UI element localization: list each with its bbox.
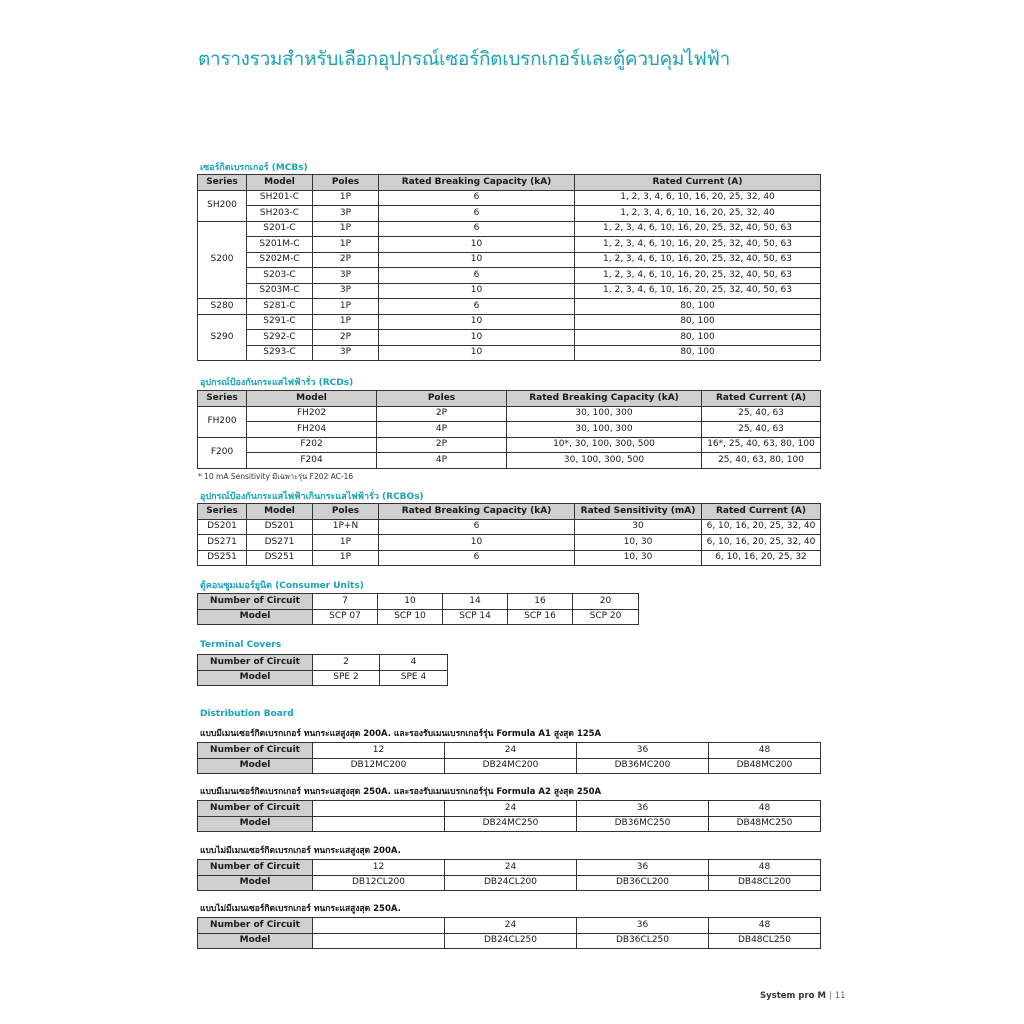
model-cell: DB36CL250 <box>577 933 709 949</box>
model-cell: S201M-C <box>247 237 313 253</box>
rated-current-cell: 1, 2, 3, 4, 6, 10, 16, 20, 25, 32, 40, 50, 63 <box>575 268 821 284</box>
model-cell: DB12CL200 <box>313 875 445 891</box>
column-header: Rated Sensitivity (mA) <box>575 504 702 520</box>
circuit-count-cell: 10 <box>378 594 443 610</box>
poles-cell: 3P <box>313 345 379 361</box>
column-header: Model <box>247 504 313 520</box>
model-cell: DB36CL200 <box>577 875 709 891</box>
series-cell: DS201 <box>198 519 247 535</box>
circuit-count-cell: 48 <box>709 918 821 934</box>
circuit-count-cell: 48 <box>709 801 821 817</box>
model-cell: DB24CL250 <box>445 933 577 949</box>
breaking-capacity-cell: 6 <box>379 519 575 535</box>
db-subtitle-3: แบบไม่มีเมนเซอร์กิตเบรกเกอร์ ทนกระแสสูงสุด 200A. <box>200 846 401 856</box>
poles-cell: 1P <box>313 221 379 237</box>
rcbo-heading: อุปกรณ์ป้องกันกระแสไฟฟ้าเกินกระแสไฟฟ้ารั่ว (RCBOs) <box>200 492 424 502</box>
rated-current-cell: 25, 40, 63 <box>702 422 821 438</box>
model-cell: DB48MC250 <box>709 816 821 832</box>
poles-cell: 4P <box>377 422 507 438</box>
circuit-count-cell: 7 <box>313 594 378 610</box>
poles-cell: 2P <box>377 406 507 422</box>
circuit-count-cell: 24 <box>445 918 577 934</box>
breaking-capacity-cell: 10 <box>379 330 575 346</box>
rated-current-cell: 16*, 25, 40, 63, 80, 100 <box>702 437 821 453</box>
column-header: Model <box>247 175 313 191</box>
distribution-heading: Distribution Board <box>200 709 294 719</box>
model-cell: SPE 4 <box>380 670 448 686</box>
breaking-capacity-cell: 30, 100, 300, 500 <box>507 453 702 469</box>
db-table-2 <box>197 800 821 832</box>
model-cell: S291-C <box>247 314 313 330</box>
model-cell: F202 <box>247 437 377 453</box>
model-cell: S293-C <box>247 345 313 361</box>
model-cell: SCP 20 <box>573 609 639 625</box>
circuit-count-cell: 12 <box>313 743 445 759</box>
column-header: Poles <box>377 391 507 407</box>
rcd-footnote: * 10 mA Sensitivity มีเฉพาะรุ่น F202 AC-16 <box>198 472 354 481</box>
model-cell: SPE 2 <box>313 670 380 686</box>
circuit-count-cell: 36 <box>577 743 709 759</box>
breaking-capacity-cell: 6 <box>379 206 575 222</box>
model-cell: DB36MC200 <box>577 758 709 774</box>
model-cell: DB12MC200 <box>313 758 445 774</box>
model-cell: SCP 16 <box>508 609 573 625</box>
model-cell: S292-C <box>247 330 313 346</box>
rated-current-cell: 1, 2, 3, 4, 6, 10, 16, 20, 25, 32, 40, 50, 63 <box>575 252 821 268</box>
model-cell: DB24MC250 <box>445 816 577 832</box>
model-cell: SCP 07 <box>313 609 378 625</box>
rated-current-cell: 6, 10, 16, 20, 25, 32 <box>702 550 821 566</box>
rated-current-cell: 80, 100 <box>575 299 821 315</box>
column-header: Series <box>198 175 247 191</box>
breaking-capacity-cell: 10 <box>379 345 575 361</box>
row-header: Number of Circuit <box>198 918 313 934</box>
model-cell <box>313 933 445 949</box>
model-cell: DS201 <box>247 519 313 535</box>
row-header: Model <box>198 816 313 832</box>
table-row <box>198 221 821 237</box>
row-header: Model <box>198 609 313 625</box>
terminal-heading: Terminal Covers <box>200 640 282 650</box>
poles-cell: 1P <box>313 535 379 551</box>
table-row <box>198 345 821 361</box>
series-cell: DS271 <box>198 535 247 551</box>
table-row <box>198 860 821 876</box>
poles-cell: 4P <box>377 453 507 469</box>
poles-cell: 3P <box>313 206 379 222</box>
consumer-heading: ตู้คอนซูมเมอร์ยูนิต (Consumer Units) <box>200 581 364 591</box>
row-header: Number of Circuit <box>198 594 313 610</box>
circuit-count-cell: 24 <box>445 743 577 759</box>
table-row <box>198 314 821 330</box>
rated-current-cell: 6, 10, 16, 20, 25, 32, 40 <box>702 535 821 551</box>
table-row <box>198 670 448 686</box>
model-cell: S201-C <box>247 221 313 237</box>
footer-product: System pro M <box>760 991 826 1001</box>
poles-cell: 1P <box>313 190 379 206</box>
mcb-heading: เซอร์กิตเบรกเกอร์ (MCBs) <box>200 163 308 173</box>
db-table-3 <box>197 859 821 891</box>
rcd-heading: อุปกรณ์ป้องกันกระแสไฟฟ้ารั่ว (RCDs) <box>200 378 354 388</box>
circuit-count-cell: 24 <box>445 801 577 817</box>
circuit-count-cell: 2 <box>313 655 380 671</box>
table-row <box>198 801 821 817</box>
poles-cell: 2P <box>377 437 507 453</box>
table-header-row <box>198 391 821 407</box>
column-header: Model <box>247 391 377 407</box>
table-row <box>198 743 821 759</box>
series-cell: S280 <box>198 299 247 315</box>
series-cell: SH200 <box>198 190 247 221</box>
model-cell: DB48CL250 <box>709 933 821 949</box>
circuit-count-cell: 48 <box>709 743 821 759</box>
circuit-count-cell: 20 <box>573 594 639 610</box>
breaking-capacity-cell: 10 <box>379 252 575 268</box>
column-header: Rated Breaking Capacity (kA) <box>379 504 575 520</box>
model-cell: FH204 <box>247 422 377 438</box>
model-cell: SCP 10 <box>378 609 443 625</box>
breaking-capacity-cell: 10 <box>379 314 575 330</box>
breaking-capacity-cell: 30, 100, 300 <box>507 406 702 422</box>
sensitivity-cell: 10, 30 <box>575 535 702 551</box>
model-cell: DB24CL200 <box>445 875 577 891</box>
table-row <box>198 406 821 422</box>
series-cell: DS251 <box>198 550 247 566</box>
table-row <box>198 206 821 222</box>
rcbo-table <box>197 503 821 566</box>
breaking-capacity-cell: 6 <box>379 299 575 315</box>
rated-current-cell: 25, 40, 63, 80, 100 <box>702 453 821 469</box>
db-table-4 <box>197 917 821 949</box>
poles-cell: 1P+N <box>313 519 379 535</box>
model-cell: S202M-C <box>247 252 313 268</box>
row-header: Model <box>198 875 313 891</box>
row-header: Number of Circuit <box>198 743 313 759</box>
table-row <box>198 609 639 625</box>
series-cell: FH200 <box>198 406 247 437</box>
circuit-count-cell: 14 <box>443 594 508 610</box>
circuit-count-cell <box>313 801 445 817</box>
rated-current-cell: 1, 2, 3, 4, 6, 10, 16, 20, 25, 32, 40 <box>575 206 821 222</box>
row-header: Number of Circuit <box>198 655 313 671</box>
row-header: Number of Circuit <box>198 801 313 817</box>
row-header: Number of Circuit <box>198 860 313 876</box>
circuit-count-cell <box>313 918 445 934</box>
row-header: Model <box>198 670 313 686</box>
table-row <box>198 268 821 284</box>
model-cell: S281-C <box>247 299 313 315</box>
column-header: Series <box>198 391 247 407</box>
table-row <box>198 655 448 671</box>
rated-current-cell: 1, 2, 3, 4, 6, 10, 16, 20, 25, 32, 40, 50, 63 <box>575 237 821 253</box>
breaking-capacity-cell: 10 <box>379 237 575 253</box>
column-header: Rated Current (A) <box>702 391 821 407</box>
series-cell: F200 <box>198 437 247 468</box>
sensitivity-cell: 10, 30 <box>575 550 702 566</box>
table-row <box>198 437 821 453</box>
breaking-capacity-cell: 6 <box>379 190 575 206</box>
circuit-count-cell: 4 <box>380 655 448 671</box>
breaking-capacity-cell: 10 <box>379 283 575 299</box>
model-cell: DB48MC200 <box>709 758 821 774</box>
table-row <box>198 875 821 891</box>
circuit-count-cell: 24 <box>445 860 577 876</box>
model-cell: F204 <box>247 453 377 469</box>
poles-cell: 1P <box>313 237 379 253</box>
column-header: Rated Current (A) <box>575 175 821 191</box>
rated-current-cell: 80, 100 <box>575 314 821 330</box>
table-row <box>198 453 821 469</box>
breaking-capacity-cell: 10 <box>379 535 575 551</box>
consumer-table <box>197 593 639 625</box>
table-row <box>198 237 821 253</box>
poles-cell: 1P <box>313 550 379 566</box>
model-cell: S203-C <box>247 268 313 284</box>
table-row <box>198 550 821 566</box>
breaking-capacity-cell: 30, 100, 300 <box>507 422 702 438</box>
poles-cell: 3P <box>313 268 379 284</box>
table-row <box>198 933 821 949</box>
table-row <box>198 816 821 832</box>
table-row <box>198 535 821 551</box>
model-cell: FH202 <box>247 406 377 422</box>
model-cell: DS251 <box>247 550 313 566</box>
table-row <box>198 330 821 346</box>
rcd-table <box>197 390 821 469</box>
circuit-count-cell: 36 <box>577 918 709 934</box>
breaking-capacity-cell: 6 <box>379 268 575 284</box>
rated-current-cell: 1, 2, 3, 4, 6, 10, 16, 20, 25, 32, 40 <box>575 190 821 206</box>
db-table-1 <box>197 742 821 774</box>
table-row <box>198 758 821 774</box>
model-cell: DB48CL200 <box>709 875 821 891</box>
mcb-table <box>197 174 821 361</box>
circuit-count-cell: 36 <box>577 860 709 876</box>
model-cell <box>313 816 445 832</box>
column-header: Series <box>198 504 247 520</box>
circuit-count-cell: 36 <box>577 801 709 817</box>
row-header: Model <box>198 933 313 949</box>
model-cell: SH201-C <box>247 190 313 206</box>
table-row <box>198 299 821 315</box>
rated-current-cell: 1, 2, 3, 4, 6, 10, 16, 20, 25, 32, 40, 50, 63 <box>575 221 821 237</box>
column-header: Poles <box>313 504 379 520</box>
series-cell: S200 <box>198 221 247 299</box>
model-cell: DS271 <box>247 535 313 551</box>
circuit-count-cell: 48 <box>709 860 821 876</box>
table-header-row <box>198 175 821 191</box>
table-header-row <box>198 504 821 520</box>
db-subtitle-1: แบบมีเมนเซอร์กิตเบรกเกอร์ ทนกระแสสูงสุด 200A. และรองรับเมนเบรกเกอร์รุ่น Formula A1 สูงสุด 125A <box>200 729 602 739</box>
db-subtitle-2: แบบมีเมนเซอร์กิตเบรกเกอร์ ทนกระแสสูงสุด 250A. และรองรับเมนเบรกเกอร์รุ่น Formula A2 สูงสุด 250A <box>200 787 602 797</box>
model-cell: S203M-C <box>247 283 313 299</box>
column-header: Poles <box>313 175 379 191</box>
page-title: ตารางรวมสำหรับเลือกอุปกรณ์เซอร์กิตเบรกเกอร์และตู้ควบคุมไฟฟ้า <box>198 48 731 70</box>
sensitivity-cell: 30 <box>575 519 702 535</box>
rated-current-cell: 80, 100 <box>575 330 821 346</box>
breaking-capacity-cell: 10*, 30, 100, 300, 500 <box>507 437 702 453</box>
poles-cell: 1P <box>313 314 379 330</box>
rated-current-cell: 1, 2, 3, 4, 6, 10, 16, 20, 25, 32, 40, 50, 63 <box>575 283 821 299</box>
footer-page-number: 11 <box>834 991 846 1001</box>
table-row <box>198 252 821 268</box>
column-header: Rated Breaking Capacity (kA) <box>507 391 702 407</box>
model-cell: DB36MC250 <box>577 816 709 832</box>
rated-current-cell: 25, 40, 63 <box>702 406 821 422</box>
table-row <box>198 190 821 206</box>
poles-cell: 3P <box>313 283 379 299</box>
rated-current-cell: 80, 100 <box>575 345 821 361</box>
table-row <box>198 594 639 610</box>
circuit-count-cell: 12 <box>313 860 445 876</box>
db-subtitle-4: แบบไม่มีเมนเซอร์กิตเบรกเกอร์ ทนกระแสสูงสุด 250A. <box>200 904 401 914</box>
terminal-table <box>197 654 448 686</box>
table-row <box>198 283 821 299</box>
column-header: Rated Current (A) <box>702 504 821 520</box>
model-cell: DB24MC200 <box>445 758 577 774</box>
series-cell: S290 <box>198 314 247 361</box>
model-cell: SCP 14 <box>443 609 508 625</box>
poles-cell: 1P <box>313 299 379 315</box>
table-row <box>198 519 821 535</box>
column-header: Rated Breaking Capacity (kA) <box>379 175 575 191</box>
breaking-capacity-cell: 6 <box>379 221 575 237</box>
rated-current-cell: 6, 10, 16, 20, 25, 32, 40 <box>702 519 821 535</box>
page-footer <box>760 991 846 1001</box>
footer-separator: | <box>828 991 832 1001</box>
model-cell: SH203-C <box>247 206 313 222</box>
table-row <box>198 918 821 934</box>
breaking-capacity-cell: 6 <box>379 550 575 566</box>
table-row <box>198 422 821 438</box>
circuit-count-cell: 16 <box>508 594 573 610</box>
poles-cell: 2P <box>313 330 379 346</box>
poles-cell: 2P <box>313 252 379 268</box>
row-header: Model <box>198 758 313 774</box>
